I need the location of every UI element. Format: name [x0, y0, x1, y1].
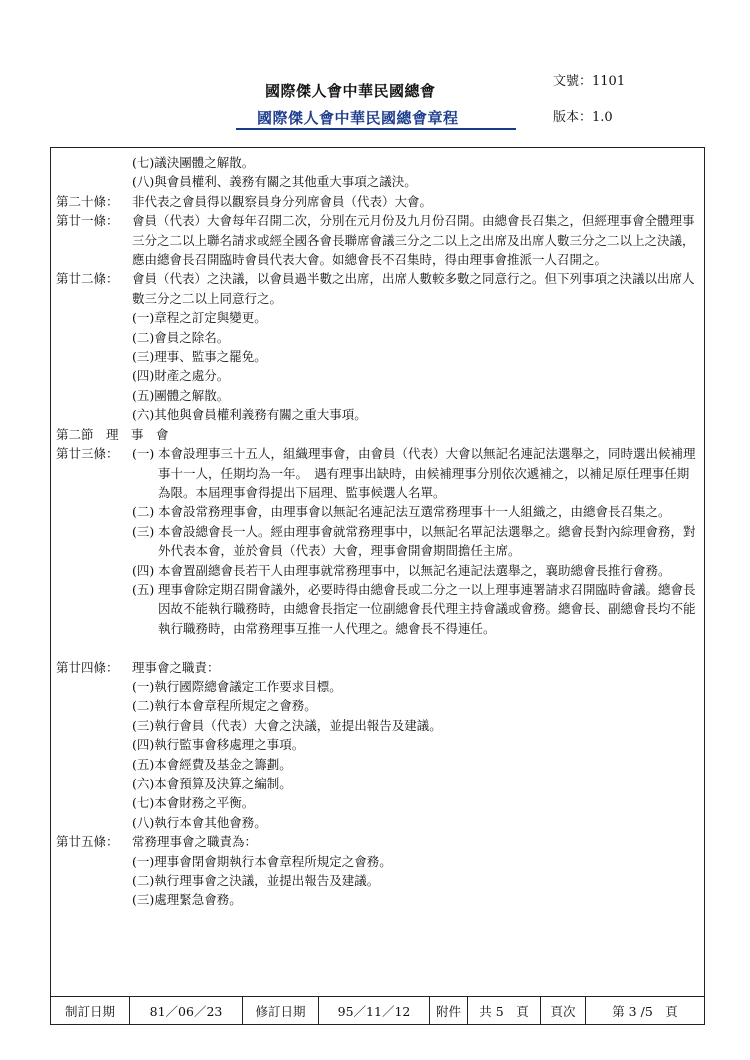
article-20 [56, 192, 701, 211]
footer-total-pages: 共 5 頁 [468, 997, 541, 1024]
section-heading: 第二節 理 事 會 [56, 426, 169, 442]
list-item: (四)財產之處分。 [132, 368, 230, 384]
article-label: 第廿五條： [56, 834, 119, 850]
list-item: (一)執行國際總會議定工作要求目標。 [132, 678, 342, 694]
item-text: 本會置副總會長若干人由理事就常務理事中，以無記名連記法選舉之，襄助總會長推行會務。 [158, 562, 671, 578]
article-text: 會員（代表）大會每年召開二次，分別在元月份及九月份召開。由總會長召集之，但經理事會全體理事三分之二以上聯名請求或經全國各會長聯席會議三分之二以上之出席及出席人數三分之二以上之決議，應由總會長召開臨時會員代表大會。如總會長不召集時，得由理事會推派一人召開之。 [132, 213, 695, 268]
item-marker: (一) [132, 446, 155, 462]
list-item [132, 561, 701, 580]
spacer [56, 638, 701, 657]
list-item [132, 444, 701, 502]
article-label: 第廿三條： [56, 446, 119, 462]
item-text: 本會設理事三十五人，組織理事會，由會員（代表）大會以無記名連記法選舉之，同時選出候補理事十一人，任期均為一年。 遇有理事出缺時，由候補理事分別依次遞補之，以補足原任理事任期為限。本屆理事會得提出下屆理、監事候選人名單。 [158, 446, 696, 500]
document-body [56, 153, 701, 910]
clause-line: (八)與會員權利、義務有關之其他重大事項之議決。 [132, 174, 417, 190]
document-title: 國際傑人會中華民國總會章程 [257, 109, 459, 127]
list-item [132, 502, 701, 521]
list-item: (四)執行監事會移處理之事項。 [132, 737, 305, 753]
item-text: 本會設總會長一人。經由理事會就常務理事中，以無記名單記法選舉之。總會長對內綜理會務，對外代表本會，並於會員（代表）大會，理事會開會期間擔任主席。 [158, 523, 696, 559]
title-underline [236, 128, 516, 130]
footer-enact-date: 81／06／23 [130, 997, 243, 1024]
list-item: (二)會員之除名。 [132, 329, 230, 345]
organization-name: 國際傑人會中華民國總會 [265, 82, 436, 100]
footer-attachment-label: 附件 [430, 997, 468, 1024]
document-version: 版本：1.0 [553, 110, 613, 125]
clause-line: (七)議決團體之解散。 [132, 155, 255, 170]
list-item [132, 580, 701, 638]
article-label: 第廿一條： [56, 213, 119, 229]
list-item: (五)本會經費及基金之籌劃。 [132, 756, 292, 772]
article-23 [56, 444, 701, 638]
article-text: 理事會之職責： [132, 659, 220, 675]
footer-enact-date-label: 制訂日期 [51, 997, 130, 1024]
list-item: (五)團體之解散。 [132, 387, 230, 403]
document-number: 文號：1101 [553, 74, 626, 89]
article-label: 第二十條： [56, 193, 119, 209]
article-22 [56, 269, 701, 308]
list-item: (六)其他與會員權利義務有關之重大事項。 [132, 407, 367, 423]
list-item: (一)章程之訂定與變更。 [132, 310, 267, 326]
footer-revise-date: 95／11／12 [319, 997, 430, 1024]
list-item: (六)本會預算及決算之編制。 [132, 775, 292, 791]
item-marker: (二) [132, 504, 155, 520]
list-item: (二)執行本會章程所規定之會務。 [132, 698, 317, 714]
list-item: (三)執行會員（代表）大會之決議，並提出報告及建議。 [132, 717, 442, 733]
article-label: 第廿四條： [56, 659, 119, 675]
item-text: 理事會除定期召開會議外，必要時得由總會長或二分之一以上理事連署請求召開臨時會議。總會長因故不能執行職務時，由總會長指定一位副總會長代理主持會議或會務。總會長、副總會長均不能執行職務時，由常務理事互推一人代理之。總會長不得連任。 [158, 581, 696, 636]
article-24 [56, 658, 701, 677]
footer-table [50, 997, 705, 1025]
article-25 [56, 832, 701, 851]
footer-revise-date-label: 修訂日期 [243, 997, 319, 1024]
item-marker: (五) [132, 581, 155, 597]
article-label: 第廿二條： [56, 271, 119, 287]
footer-page-number: 第 3 /5 頁 [612, 1003, 678, 1019]
list-item [132, 522, 701, 561]
item-marker: (四) [132, 562, 155, 578]
footer-page-label: 頁次 [541, 997, 586, 1024]
list-item: (二)執行理事會之決議，並提出報告及建議。 [132, 873, 380, 889]
list-item: (三)理事、監事之罷免。 [132, 349, 267, 365]
article-text: 會員（代表）之決議，以會員過半數之出席，出席人數較多數之同意行之。但下列事項之決議以出席人數三分之二以上同意行之。 [132, 271, 695, 306]
list-item: (七)本會財務之平衡。 [132, 795, 255, 811]
list-item: (三)處理緊急會務。 [132, 892, 242, 908]
list-item: (八)執行本會其他會務。 [132, 814, 267, 830]
item-text: 本會設常務理事會，由理事會以無記名連記法互選常務理事十一人組織之，由總會長召集之。 [158, 504, 671, 520]
item-marker: (三) [132, 523, 155, 539]
article-21 [56, 211, 701, 269]
article-text: 常務理事會之職責為： [132, 834, 258, 850]
list-item: (一)理事會閉會期執行本會章程所規定之會務。 [132, 853, 392, 869]
article-text: 非代表之會員得以觀察員身分列席會員（代表）大會。 [132, 193, 433, 209]
article-items [132, 444, 701, 638]
